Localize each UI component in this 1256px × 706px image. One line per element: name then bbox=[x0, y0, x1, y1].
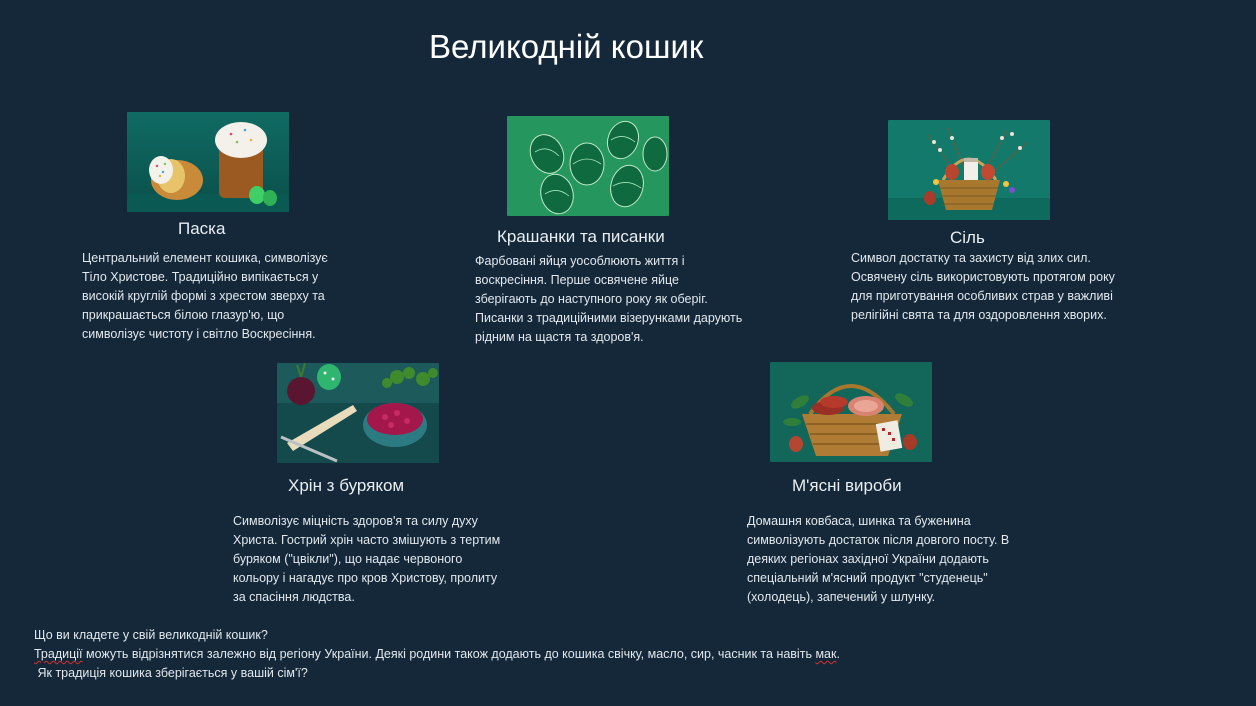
description-line: Писанки з традиційними візерунками дарують bbox=[475, 311, 743, 325]
spellcheck-word: Традиції bbox=[34, 647, 83, 661]
description-line: буряком ("цвікли"), що надає червоного bbox=[233, 552, 463, 566]
description-line: релігійні свята та для оздоровлення хворих. bbox=[851, 308, 1107, 322]
item-heading-meat: М'ясні вироби bbox=[792, 476, 902, 495]
description-line: деяких регіонах західної України додають bbox=[747, 552, 989, 566]
spellcheck-word: мак bbox=[815, 647, 837, 661]
item-description-salt bbox=[851, 249, 1115, 325]
description-line: Символізує міцність здоров'я та силу духу bbox=[233, 514, 478, 528]
basket-salt-image bbox=[888, 120, 1050, 220]
description-line: символізує чистоту і світло Воскресіння. bbox=[82, 327, 316, 341]
description-line: для приготування особливих страв у важливі bbox=[851, 289, 1113, 303]
horseradish-beet-image bbox=[277, 363, 439, 463]
description-line: прикрашається білою глазур'ю, що bbox=[82, 308, 285, 322]
description-line: символізують достаток після довгого посту. В bbox=[747, 533, 1010, 547]
description-line: Тіло Христове. Традиційно випікається у bbox=[82, 270, 319, 284]
footer-line-2-end: . bbox=[836, 647, 840, 661]
item-description-paska bbox=[82, 249, 328, 344]
footer-text bbox=[34, 626, 840, 683]
footer-line-3: Як традиція кошика зберігається у вашій сім'ї? bbox=[34, 666, 308, 680]
item-heading-eggs: Крашанки та писанки bbox=[497, 227, 665, 246]
footer-line-2-text: можуть відрізнятися залежно від регіону України. Деякі родини також додають до кошика свічку, масло, сир, часник та навіть bbox=[82, 647, 816, 661]
description-line: рідним на щастя та здоров'я. bbox=[475, 330, 644, 344]
description-line: (холодець), запечений у шлунку. bbox=[747, 590, 936, 604]
item-description-meat bbox=[747, 512, 1009, 607]
description-line: Христа. Гострий хрін часто змішують з тертим bbox=[233, 533, 501, 547]
description-line: за спасіння людства. bbox=[233, 590, 355, 604]
item-description-horseradish bbox=[233, 512, 500, 607]
item-heading-paska: Паска bbox=[178, 219, 226, 238]
description-line: воскресіння. Перше освячене яйце bbox=[475, 273, 679, 287]
page-title: Великодній кошик bbox=[429, 28, 704, 65]
description-line: Домашня ковбаса, шинка та буженина bbox=[747, 514, 971, 528]
easter-eggs-image bbox=[507, 116, 669, 216]
description-line: Освячену сіль використовують протягом року bbox=[851, 270, 1115, 284]
description-line: кольору і нагадує про кров Христову, пролиту bbox=[233, 571, 498, 585]
item-description-eggs bbox=[475, 252, 742, 347]
item-heading-salt: Сіль bbox=[950, 228, 985, 247]
footer-line-2 bbox=[34, 645, 840, 664]
description-line: високій круглій формі з хрестом зверху та bbox=[82, 289, 325, 303]
description-line: зберігають до наступного року як оберіг. bbox=[475, 292, 708, 306]
description-line: Фарбовані яйця уособлюють життя і bbox=[475, 254, 685, 268]
description-line: Символ достатку та захисту від злих сил. bbox=[851, 251, 1091, 265]
item-heading-horseradish: Хрін з буряком bbox=[288, 476, 405, 495]
meat-basket-image bbox=[770, 362, 932, 462]
description-line: Центральний елемент кошика, символізує bbox=[82, 251, 328, 265]
footer-question: Що ви кладете у свій великодній кошик? bbox=[34, 628, 268, 642]
description-line: спеціальний м'ясний продукт "студенець" bbox=[747, 571, 988, 585]
paska-image bbox=[127, 112, 289, 212]
